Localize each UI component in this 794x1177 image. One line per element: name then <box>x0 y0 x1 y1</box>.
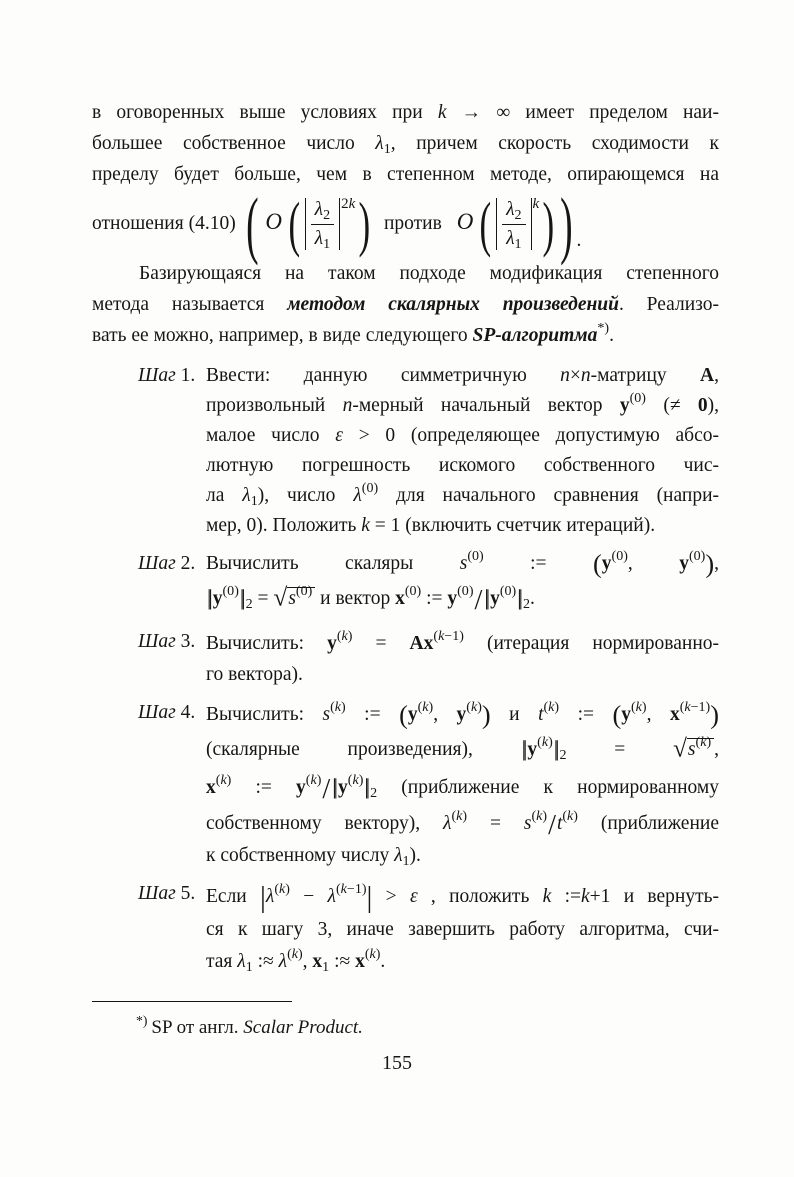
text-line: к собственному числу $\lambda_1$). <box>206 845 421 870</box>
step-4 <box>92 698 719 871</box>
footnote-body: SP от англ. Scalar Product. <box>151 1017 363 1038</box>
text-line: Вычислить: $s^{(k)}$ := ($y^{(k)}$, $y^{(k)}$) и $t^{(k)}$ := ($y^{(k)}$, $x^{(k-1)}$) <box>206 699 719 730</box>
page-number: 155 <box>382 1052 412 1074</box>
text-line: ся к шагу 3, иначе завершить работу алгоритма, счи- <box>206 919 719 940</box>
step-3 <box>92 627 719 690</box>
fraction-denominator: $\lambda_1$ <box>506 228 522 253</box>
step-label: Шаг 5. <box>138 883 196 904</box>
formula-period: . <box>576 230 582 251</box>
footnote <box>92 1001 719 1040</box>
step-label: Шаг 3. <box>138 631 196 652</box>
fraction-numerator: $\lambda_2$ <box>502 198 525 225</box>
text-line: малое число ε > 0 (определяющее допустимую абсо- <box>206 425 719 446</box>
text-line: Ввести: данную симметричную n×n-матрицу A, <box>206 365 720 386</box>
text-line: (скалярные произведения), || $y^{(k)}||$ $_2 = √s^{(k)}$ , <box>206 734 719 764</box>
step-body <box>206 627 719 690</box>
text-line: Вычислить: $y^{(k)} = Ax^{(k-1)}$ (итерация нормированно- <box>206 628 719 654</box>
formula-prefix: отношения (4.10) <box>92 213 236 234</box>
text-line: ла $\lambda_1$), число $\lambda^{(0)}$ для начального сравнения (напри- <box>206 480 720 510</box>
abs-fraction <box>496 198 531 251</box>
text-line: лютную погрешность искомого собственного чис- <box>206 455 719 476</box>
step-1 <box>92 361 719 541</box>
text-line: метода называется методом скалярных произведений. Реализо- <box>92 294 719 315</box>
paragraph-intro <box>92 97 719 190</box>
text-line: го вектора). <box>206 664 303 685</box>
formula-middle-text: против <box>383 213 442 234</box>
footnote-divider <box>92 1001 292 1002</box>
text-line: произвольный n-мерный начальный вектор $y^{(0)}$ (≠ 0), <box>206 390 719 416</box>
step-body <box>206 549 719 619</box>
text-line: Вычислить скаляры $s^{(0)}$ := ($y^{(0)}$, $y^{(0)}$), <box>206 548 719 579</box>
fraction-numerator: $\lambda_2$ <box>311 198 334 225</box>
text-line: Если $|\lambda^{(k)} - \lambda^{(k-1)}| > \varepsilon$ , положить k :=k+1 и вернуть- <box>206 881 720 914</box>
step-label: Шаг 1. <box>138 365 196 386</box>
text-line: тая $\lambda_1$ :≈ $\lambda^{(k)}$, $x_1$ :≈ $x^{(k)}$. <box>206 946 386 976</box>
paragraph-method <box>92 258 719 351</box>
step-label: Шаг 2. <box>138 553 196 574</box>
text-line: вать ее можно, например, в виде следующего SP-алгоритма*). <box>92 320 614 346</box>
fraction-denominator: $\lambda_1$ <box>314 228 331 253</box>
step-5 <box>92 879 719 978</box>
text-line: $x^{(k)}$ := $y^{(k)}/||$ $y^{(k)}||$ $_2$ (приближение к нормированному <box>206 772 719 806</box>
text-line: большее собственное число $\lambda_1$, причем скорость сходимости к <box>92 133 719 158</box>
text-block <box>92 97 719 986</box>
formula-4-10: отношения (4.10) ( O ( $\frac{\lambda_2}{\lambda_1}$ 2k ) против O ( $\frac{\lambda_2}{\lambda_1}$ k ) ) . <box>92 182 582 266</box>
big-o-symbol: O <box>265 209 282 234</box>
big-o-symbol: O <box>456 209 474 234</box>
step-body <box>206 698 719 871</box>
footnote-text <box>136 1012 719 1040</box>
algorithm-steps <box>92 361 719 978</box>
text-line: || $y^{(0)}||$ $_2 = √s^{(0)}$ и вектор $x^{(0)}$ := $y^{(0)}/||$ $y^{(0)}||$ $_2$. <box>207 583 535 617</box>
text-line: мер, 0). Положить k = 1 (включить счетчик итераций). <box>206 515 656 536</box>
text-line: в оговоренных выше условиях при k → ∞ имеет пределом наи- <box>92 102 719 123</box>
step-2 <box>92 549 719 619</box>
text-line: Базирующаяся на таком подходе модификация степенного <box>139 263 719 284</box>
step-body <box>206 361 719 541</box>
step-body <box>206 879 719 978</box>
abs-fraction <box>305 198 340 251</box>
footnote-marker: *) <box>136 1012 148 1028</box>
text-line: собственному вектору), $\lambda^{(k)} = s^{(k)}/t^{(k)}$ (приближение <box>206 808 719 842</box>
text-line: пределу будет больше, чем в степенном методе, опирающемся на <box>92 164 719 185</box>
step-label: Шаг 4. <box>138 702 196 723</box>
